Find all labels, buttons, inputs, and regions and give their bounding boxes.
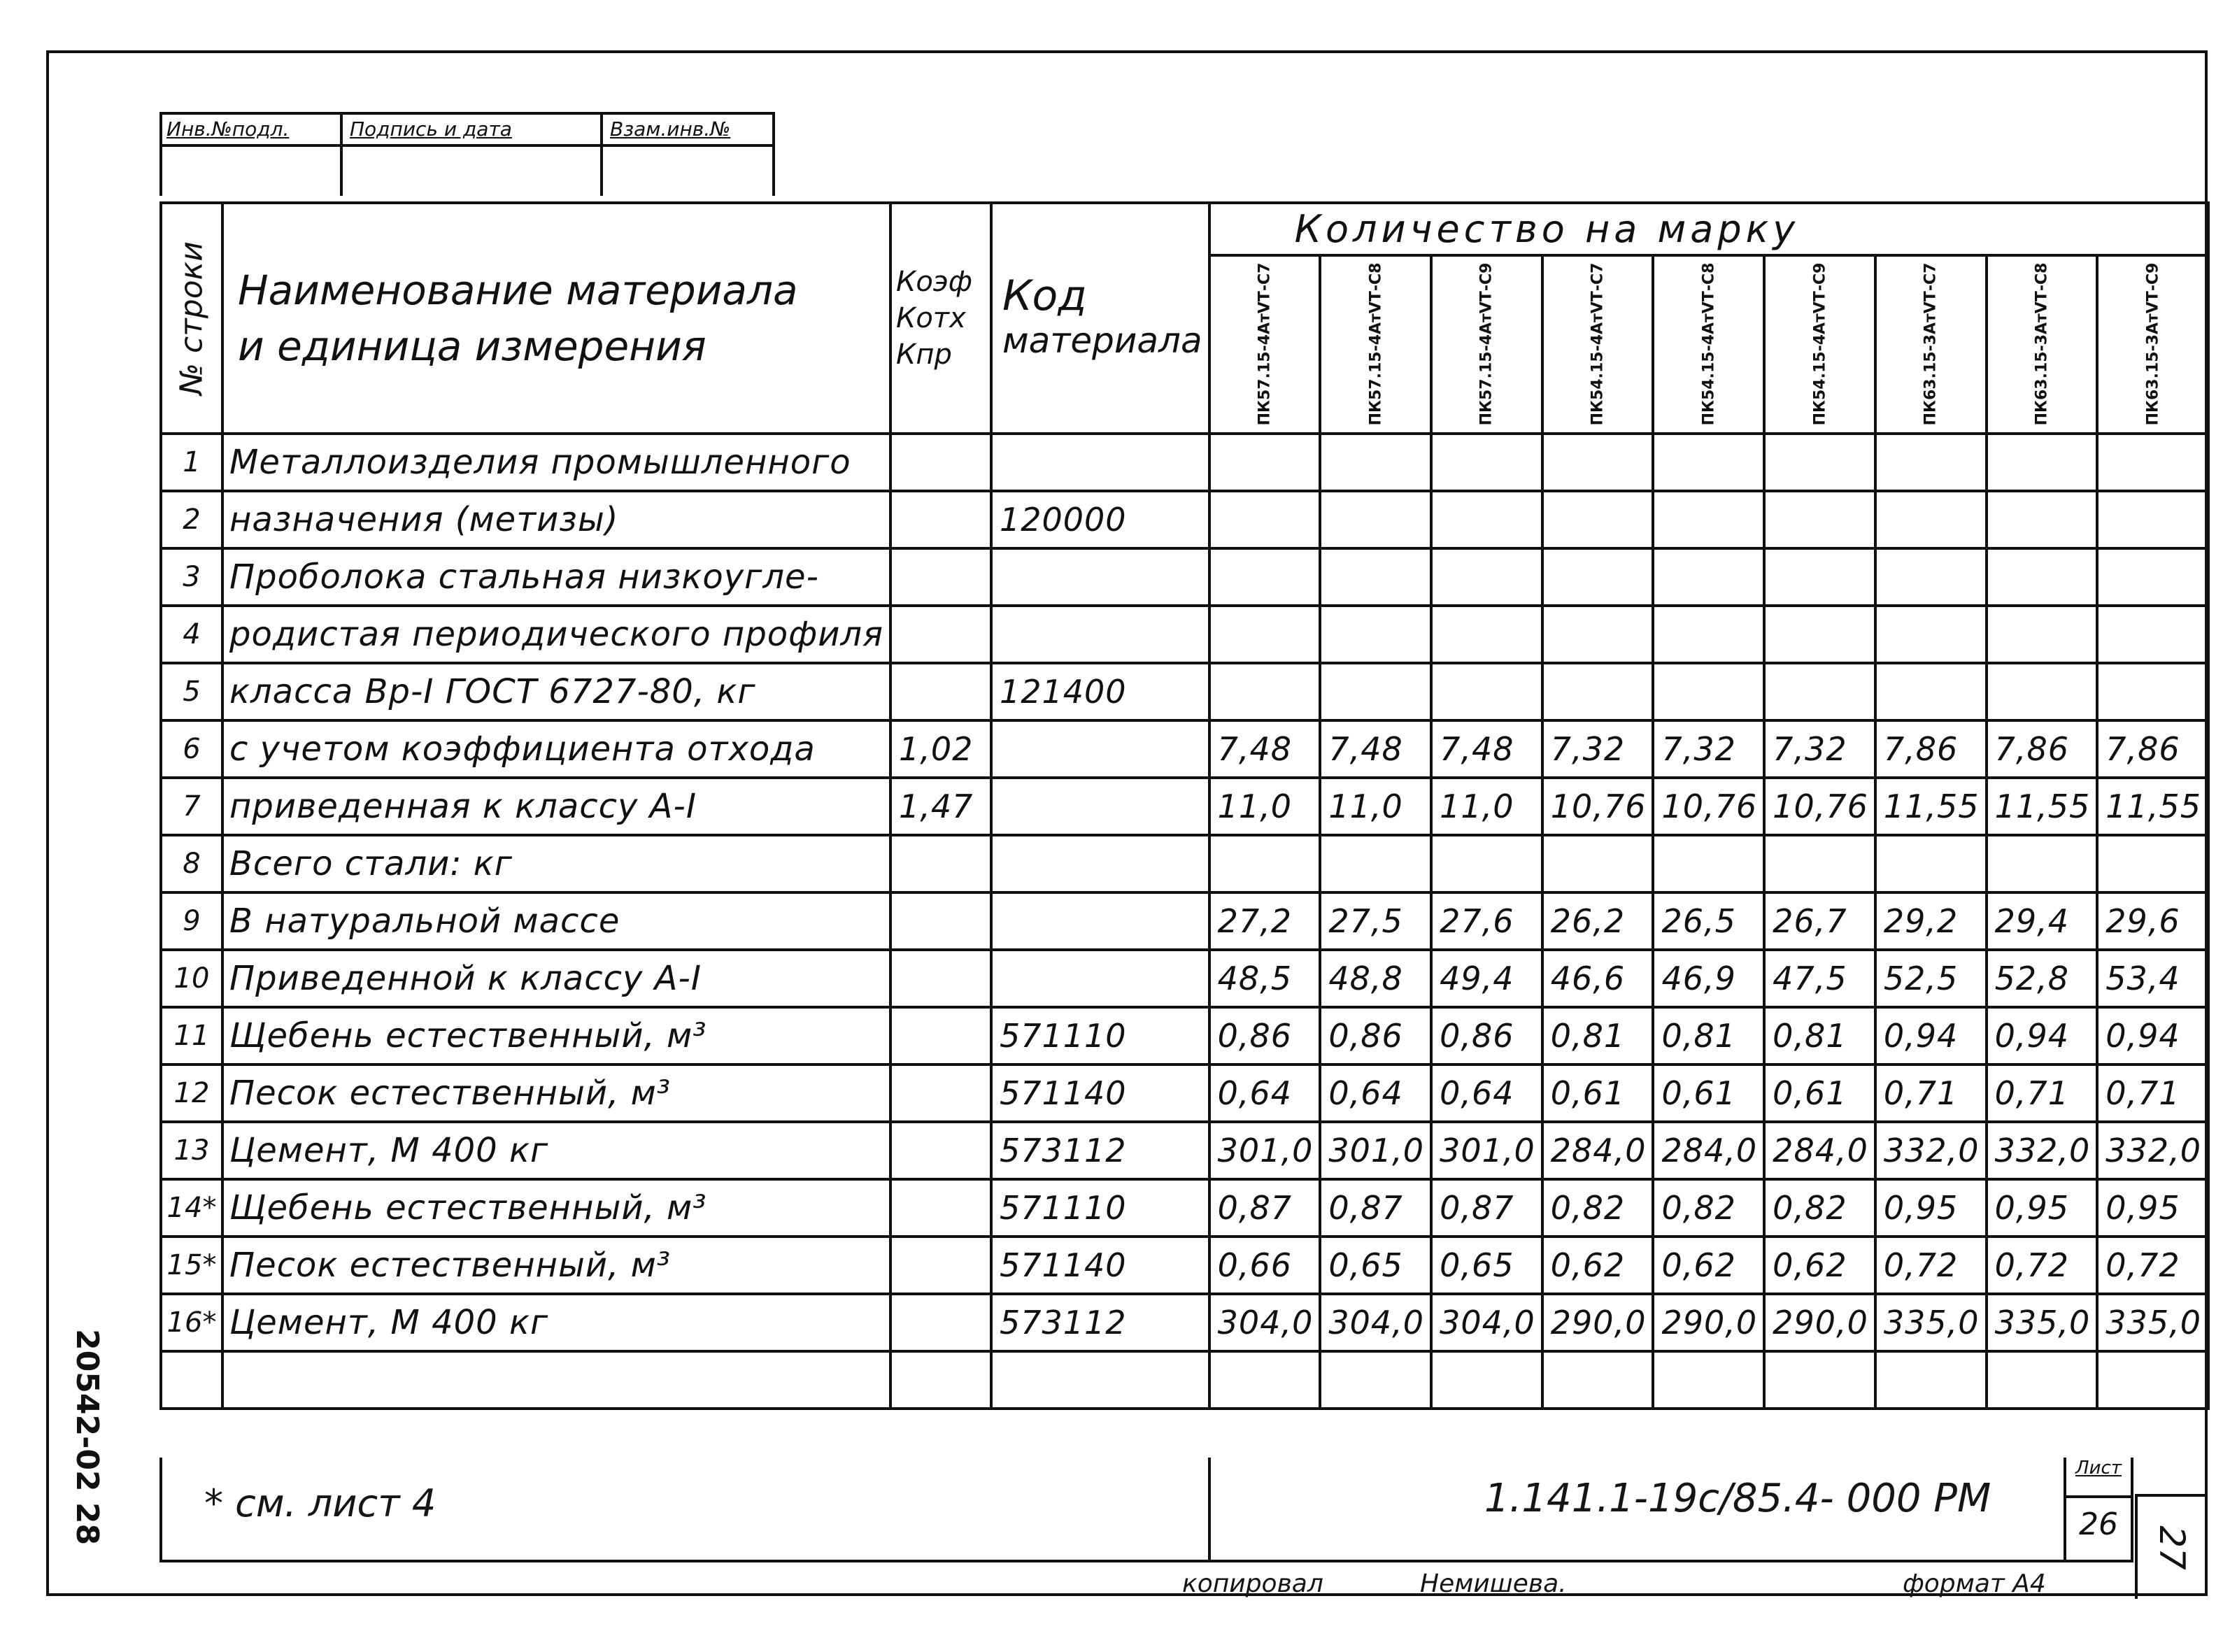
quantity-cell xyxy=(1653,606,1764,663)
quantity-cell: 0,72 xyxy=(1987,1237,2098,1294)
row-number: 7 xyxy=(161,778,222,835)
quantity-cell: 301,0 xyxy=(1320,1122,1431,1179)
coefficient xyxy=(890,548,991,606)
document-code: 1.141.1-19с/85.4- 000 РМ xyxy=(1484,1476,1991,1521)
material-name: Песок естественный, м³ xyxy=(222,1064,890,1122)
copied-name: Немишева. xyxy=(1420,1569,1567,1598)
quantity-cell xyxy=(1542,491,1654,548)
material-code: 571110 xyxy=(991,1179,1209,1237)
table-row xyxy=(161,1007,2208,1064)
quantity-cell: 48,5 xyxy=(1209,950,1321,1007)
quantity-cell: 0,62 xyxy=(1542,1237,1654,1294)
quantity-cell xyxy=(2097,491,2208,548)
quantity-cell xyxy=(1431,434,1542,491)
quantity-cell: 0,65 xyxy=(1320,1237,1431,1294)
table-row xyxy=(161,434,2208,491)
row-number: 2 xyxy=(161,491,222,548)
quantity-cell xyxy=(1209,548,1321,606)
quantity-cell: 0,82 xyxy=(1653,1179,1764,1237)
row-number: 11 xyxy=(161,1007,222,1064)
mark-header: ПК54.15-4АтVТ-С9 xyxy=(1764,255,1875,434)
quantity-cell: 0,72 xyxy=(1875,1237,1987,1294)
material-code xyxy=(991,434,1209,491)
quantity-cell xyxy=(1875,434,1987,491)
quantity-cell: 0,95 xyxy=(2097,1179,2208,1237)
quantity-cell: 49,4 xyxy=(1431,950,1542,1007)
material-name: родистая периодического профиля xyxy=(222,606,890,663)
coefficient xyxy=(890,434,991,491)
quantity-cell: 7,32 xyxy=(1653,720,1764,778)
quantity-cell xyxy=(1542,606,1654,663)
quantity-cell xyxy=(1320,606,1431,663)
material-code xyxy=(991,950,1209,1007)
material-name: с учетом коэффициента отхода xyxy=(222,720,890,778)
header-material-name: Наименование материала и единица измерения xyxy=(222,203,890,434)
material-code xyxy=(991,778,1209,835)
material-code: 571140 xyxy=(991,1064,1209,1122)
quantity-cell xyxy=(1875,491,1987,548)
material-name: назначения (метизы) xyxy=(222,491,890,548)
material-name: Цемент, М 400 кг xyxy=(222,1122,890,1179)
quantity-cell: 7,86 xyxy=(1875,720,1987,778)
quantity-cell: 0,62 xyxy=(1653,1237,1764,1294)
mark-header: ПК54.15-4АтVТ-С8 xyxy=(1653,255,1764,434)
coefficient xyxy=(890,491,991,548)
quantity-cell xyxy=(1875,606,1987,663)
mark-header: ПК63.15-3АтVТ-С7 xyxy=(1875,255,1987,434)
coefficient xyxy=(890,1179,991,1237)
table-row xyxy=(161,1294,2208,1351)
quantity-cell xyxy=(1320,434,1431,491)
table-row xyxy=(161,892,2208,950)
quantity-cell xyxy=(1542,663,1654,720)
quantity-cell xyxy=(1542,835,1654,892)
header-row-number: № строки xyxy=(161,203,222,434)
quantity-cell: 0,72 xyxy=(2097,1237,2208,1294)
page-number-box xyxy=(2135,1494,2206,1599)
quantity-cell: 0,95 xyxy=(1987,1179,2098,1237)
quantity-cell xyxy=(1431,1351,1542,1409)
quantity-cell xyxy=(1987,1351,2098,1409)
table-row xyxy=(161,778,2208,835)
quantity-cell xyxy=(1987,835,2098,892)
coefficient xyxy=(890,1237,991,1294)
title-block xyxy=(159,1458,2133,1562)
table-row xyxy=(161,1122,2208,1179)
coefficient xyxy=(890,892,991,950)
material-name: Песок естественный, м³ xyxy=(222,1237,890,1294)
quantity-cell: 0,64 xyxy=(1209,1064,1321,1122)
stamp-vzam-label: Взам.инв.№ xyxy=(610,118,731,141)
quantity-cell: 332,0 xyxy=(1875,1122,1987,1179)
coefficient xyxy=(890,1351,991,1409)
quantity-cell: 46,6 xyxy=(1542,950,1654,1007)
quantity-cell xyxy=(1320,548,1431,606)
coefficient xyxy=(890,1064,991,1122)
quantity-cell: 0,87 xyxy=(1431,1179,1542,1237)
quantity-cell: 0,86 xyxy=(1320,1007,1431,1064)
quantity-cell: 290,0 xyxy=(1764,1294,1875,1351)
quantity-cell: 52,5 xyxy=(1875,950,1987,1007)
quantity-cell: 0,66 xyxy=(1209,1237,1321,1294)
quantity-cell xyxy=(1987,491,2098,548)
quantity-cell xyxy=(1542,434,1654,491)
quantity-cell: 11,0 xyxy=(1431,778,1542,835)
quantity-cell: 0,65 xyxy=(1431,1237,1542,1294)
quantity-cell xyxy=(1764,835,1875,892)
quantity-cell: 0,81 xyxy=(1542,1007,1654,1064)
table-row xyxy=(161,663,2208,720)
quantity-cell xyxy=(1431,548,1542,606)
row-number: 14* xyxy=(161,1179,222,1237)
quantity-cell xyxy=(2097,1351,2208,1409)
quantity-cell xyxy=(1542,548,1654,606)
quantity-cell: 304,0 xyxy=(1431,1294,1542,1351)
material-name: В натуральной массе xyxy=(222,892,890,950)
quantity-cell xyxy=(1209,434,1321,491)
quantity-cell: 11,0 xyxy=(1320,778,1431,835)
quantity-cell: 290,0 xyxy=(1653,1294,1764,1351)
material-code: 573112 xyxy=(991,1294,1209,1351)
quantity-cell xyxy=(1875,1351,1987,1409)
quantity-cell: 301,0 xyxy=(1431,1122,1542,1179)
quantity-cell: 53,4 xyxy=(2097,950,2208,1007)
table-row xyxy=(161,491,2208,548)
quantity-cell: 0,81 xyxy=(1764,1007,1875,1064)
quantity-cell xyxy=(1209,606,1321,663)
stamp-sign-label: Подпись и дата xyxy=(350,118,512,141)
row-number: 3 xyxy=(161,548,222,606)
quantity-cell xyxy=(1320,835,1431,892)
mark-header: ПК63.15-3АтVТ-С8 xyxy=(1987,255,2098,434)
quantity-cell: 52,8 xyxy=(1987,950,2098,1007)
sheet-box xyxy=(2064,1458,2131,1560)
quantity-cell: 46,9 xyxy=(1653,950,1764,1007)
quantity-cell: 0,61 xyxy=(1542,1064,1654,1122)
material-code xyxy=(991,892,1209,950)
quantity-cell xyxy=(1209,1351,1321,1409)
quantity-cell: 48,8 xyxy=(1320,950,1431,1007)
quantity-cell: 26,2 xyxy=(1542,892,1654,950)
table-row xyxy=(161,548,2208,606)
coefficient xyxy=(890,663,991,720)
row-number: 6 xyxy=(161,720,222,778)
table-row xyxy=(161,1064,2208,1122)
row-number: 4 xyxy=(161,606,222,663)
coefficient xyxy=(890,1294,991,1351)
quantity-cell xyxy=(1987,548,2098,606)
coefficient xyxy=(890,606,991,663)
quantity-cell xyxy=(1653,835,1764,892)
quantity-cell xyxy=(1320,1351,1431,1409)
material-name: Проболока стальная низкоугле- xyxy=(222,548,890,606)
quantity-cell: 29,2 xyxy=(1875,892,1987,950)
quantity-cell xyxy=(1431,606,1542,663)
paper-format: формат А4 xyxy=(1903,1569,2046,1598)
quantity-cell: 332,0 xyxy=(2097,1122,2208,1179)
quantity-cell: 0,71 xyxy=(1987,1064,2098,1122)
quantity-cell: 304,0 xyxy=(1209,1294,1321,1351)
quantity-cell: 0,82 xyxy=(1764,1179,1875,1237)
material-code: 571110 xyxy=(991,1007,1209,1064)
copied-label: копировал xyxy=(1182,1569,1323,1598)
row-number: 5 xyxy=(161,663,222,720)
quantity-cell: 11,55 xyxy=(1875,778,1987,835)
quantity-cell xyxy=(1431,491,1542,548)
quantity-cell: 0,71 xyxy=(1875,1064,1987,1122)
stamp-inv-label: Инв.№подл. xyxy=(166,118,290,141)
quantity-cell: 11,0 xyxy=(1209,778,1321,835)
coefficient xyxy=(890,1007,991,1064)
coefficient xyxy=(890,1122,991,1179)
row-number xyxy=(161,1351,222,1409)
quantity-cell: 335,0 xyxy=(2097,1294,2208,1351)
quantity-cell: 284,0 xyxy=(1542,1122,1654,1179)
quantity-cell xyxy=(2097,434,2208,491)
quantity-cell xyxy=(2097,835,2208,892)
row-number: 12 xyxy=(161,1064,222,1122)
row-number: 1 xyxy=(161,434,222,491)
footnote: * см. лист 4 xyxy=(204,1481,436,1525)
side-archive-code: 20542-02 28 xyxy=(69,1329,105,1546)
quantity-cell xyxy=(1764,1351,1875,1409)
material-name: Щебень естественный, м³ xyxy=(222,1007,890,1064)
quantity-cell xyxy=(1320,663,1431,720)
quantity-cell: 335,0 xyxy=(1987,1294,2098,1351)
quantity-cell: 332,0 xyxy=(1987,1122,2098,1179)
quantity-cell: 27,6 xyxy=(1431,892,1542,950)
quantity-cell xyxy=(1875,663,1987,720)
table-row xyxy=(161,1179,2208,1237)
material-code xyxy=(991,548,1209,606)
row-number: 15* xyxy=(161,1237,222,1294)
quantity-cell: 0,87 xyxy=(1320,1179,1431,1237)
quantity-cell: 290,0 xyxy=(1542,1294,1654,1351)
quantity-cell: 10,76 xyxy=(1764,778,1875,835)
quantity-cell: 7,86 xyxy=(1987,720,2098,778)
mark-header: ПК63.15-3АтVТ-С9 xyxy=(2097,255,2208,434)
quantity-cell: 7,48 xyxy=(1320,720,1431,778)
table-row xyxy=(161,1237,2208,1294)
quantity-cell: 29,6 xyxy=(2097,892,2208,950)
row-number: 9 xyxy=(161,892,222,950)
quantity-cell xyxy=(1320,491,1431,548)
material-name: Всего стали: кг xyxy=(222,835,890,892)
header-quantity-per-mark: Количество на марку xyxy=(1209,203,2208,255)
material-name: Щебень естественный, м³ xyxy=(222,1179,890,1237)
quantity-cell: 0,81 xyxy=(1653,1007,1764,1064)
quantity-cell: 284,0 xyxy=(1653,1122,1764,1179)
coefficient xyxy=(890,835,991,892)
material-code: 120000 xyxy=(991,491,1209,548)
header-coefficient: Коэф Котх Кпр xyxy=(890,203,991,434)
quantity-cell xyxy=(1653,548,1764,606)
material-name: класса Вр-I ГОСТ 6727-80, кг xyxy=(222,663,890,720)
quantity-cell xyxy=(1764,606,1875,663)
row-number: 10 xyxy=(161,950,222,1007)
quantity-cell: 0,94 xyxy=(1875,1007,1987,1064)
quantity-cell: 0,86 xyxy=(1209,1007,1321,1064)
table-row xyxy=(161,1351,2208,1409)
sheet-label: Лист xyxy=(2066,1458,2131,1498)
quantity-cell xyxy=(1764,663,1875,720)
quantity-cell xyxy=(2097,663,2208,720)
mark-header: ПК54.15-4АтVТ-С7 xyxy=(1542,255,1654,434)
materials-table xyxy=(159,201,2210,1410)
quantity-cell: 0,94 xyxy=(1987,1007,2098,1064)
quantity-cell: 10,76 xyxy=(1653,778,1764,835)
quantity-cell xyxy=(2097,548,2208,606)
quantity-cell xyxy=(1764,491,1875,548)
quantity-cell: 0,87 xyxy=(1209,1179,1321,1237)
quantity-cell xyxy=(1431,835,1542,892)
title-block-divider xyxy=(1208,1458,1211,1560)
quantity-cell: 7,86 xyxy=(2097,720,2208,778)
quantity-cell xyxy=(1987,434,2098,491)
quantity-cell: 0,86 xyxy=(1431,1007,1542,1064)
quantity-cell: 0,64 xyxy=(1320,1064,1431,1122)
material-name: Приведенной к классу А-I xyxy=(222,950,890,1007)
quantity-cell: 0,71 xyxy=(2097,1064,2208,1122)
quantity-cell: 11,55 xyxy=(2097,778,2208,835)
row-number: 16* xyxy=(161,1294,222,1351)
table-row xyxy=(161,720,2208,778)
coefficient: 1,02 xyxy=(890,720,991,778)
quantity-cell: 27,2 xyxy=(1209,892,1321,950)
quantity-cell: 0,62 xyxy=(1764,1237,1875,1294)
approval-stamp xyxy=(159,112,775,196)
quantity-cell xyxy=(1987,606,2098,663)
quantity-cell: 301,0 xyxy=(1209,1122,1321,1179)
quantity-cell: 26,7 xyxy=(1764,892,1875,950)
quantity-cell: 0,61 xyxy=(1653,1064,1764,1122)
quantity-cell: 304,0 xyxy=(1320,1294,1431,1351)
quantity-cell xyxy=(1653,1351,1764,1409)
mark-header: ПК57.15-4АтVТ-С8 xyxy=(1320,255,1431,434)
material-code xyxy=(991,1351,1209,1409)
row-number: 8 xyxy=(161,835,222,892)
quantity-cell: 7,48 xyxy=(1209,720,1321,778)
quantity-cell xyxy=(1987,663,2098,720)
material-code xyxy=(991,720,1209,778)
quantity-cell: 47,5 xyxy=(1764,950,1875,1007)
mark-header: ПК57.15-4АтVТ-С7 xyxy=(1209,255,1321,434)
quantity-cell xyxy=(1209,663,1321,720)
quantity-cell: 26,5 xyxy=(1653,892,1764,950)
coefficient xyxy=(890,950,991,1007)
sheet-number: 26 xyxy=(2079,1507,2118,1542)
quantity-cell xyxy=(1653,663,1764,720)
quantity-cell xyxy=(1764,548,1875,606)
quantity-cell: 10,76 xyxy=(1542,778,1654,835)
material-code: 573112 xyxy=(991,1122,1209,1179)
quantity-cell xyxy=(1431,663,1542,720)
material-name: Металлоизделия промышленного xyxy=(222,434,890,491)
quantity-cell: 0,64 xyxy=(1431,1064,1542,1122)
quantity-cell xyxy=(1764,434,1875,491)
coefficient: 1,47 xyxy=(890,778,991,835)
table-row xyxy=(161,835,2208,892)
material-code xyxy=(991,835,1209,892)
quantity-cell: 0,82 xyxy=(1542,1179,1654,1237)
quantity-cell: 284,0 xyxy=(1764,1122,1875,1179)
table-row xyxy=(161,950,2208,1007)
quantity-cell xyxy=(1653,434,1764,491)
quantity-cell: 27,5 xyxy=(1320,892,1431,950)
quantity-cell: 0,61 xyxy=(1764,1064,1875,1122)
page-number: 27 xyxy=(2152,1525,2192,1570)
quantity-cell xyxy=(1542,1351,1654,1409)
quantity-cell xyxy=(1875,548,1987,606)
header-material-code: Код материала xyxy=(991,203,1209,434)
material-code xyxy=(991,606,1209,663)
material-code: 571140 xyxy=(991,1237,1209,1294)
row-number: 13 xyxy=(161,1122,222,1179)
quantity-cell xyxy=(1209,835,1321,892)
material-name: Цемент, М 400 кг xyxy=(222,1294,890,1351)
quantity-cell xyxy=(1653,491,1764,548)
table-row xyxy=(161,606,2208,663)
quantity-cell: 7,32 xyxy=(1764,720,1875,778)
quantity-cell: 29,4 xyxy=(1987,892,2098,950)
quantity-cell: 7,48 xyxy=(1431,720,1542,778)
quantity-cell xyxy=(1209,491,1321,548)
quantity-cell: 0,95 xyxy=(1875,1179,1987,1237)
quantity-cell xyxy=(1875,835,1987,892)
material-name xyxy=(222,1351,890,1409)
material-name: приведенная к классу А-I xyxy=(222,778,890,835)
quantity-cell: 0,94 xyxy=(2097,1007,2208,1064)
material-code: 121400 xyxy=(991,663,1209,720)
quantity-cell: 7,32 xyxy=(1542,720,1654,778)
quantity-cell: 335,0 xyxy=(1875,1294,1987,1351)
mark-header: ПК57.15-4АтVТ-С9 xyxy=(1431,255,1542,434)
quantity-cell xyxy=(2097,606,2208,663)
quantity-cell: 11,55 xyxy=(1987,778,2098,835)
